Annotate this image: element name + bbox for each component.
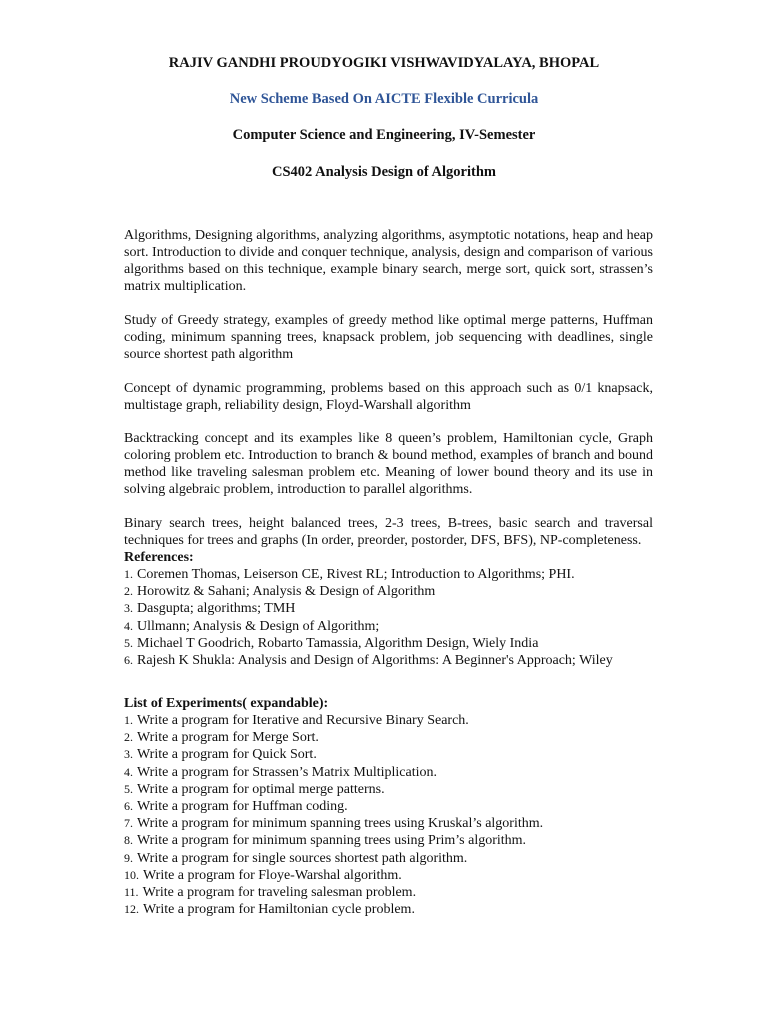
- university-title: RAJIV GANDHI PROUDYOGIKI VISHWAVIDYALAYA, BHOPAL: [168, 55, 600, 71]
- syllabus-unit-4: Backtracking concept and its examples like 8 queen’s problem, Hamiltonian cycle, Graph coloring problem etc. Introduction to branch & bound method, examples of branch and bound method like traveling salesman problem etc. Meaning of lower bound theory and its use in solving algebraic problem, introduction to parallel algorithms.: [124, 431, 653, 497]
- experiment-number: 1.: [124, 713, 133, 727]
- experiment-text: Write a program for Quick Sort.: [137, 747, 317, 763]
- reference-text: Dasgupta; algorithms; TMH: [137, 601, 296, 617]
- experiment-text: Write a program for Iterative and Recursive Binary Search.: [137, 713, 469, 728]
- experiments-section: [124, 695, 664, 918]
- experiment-text: Write a program for minimum spanning trees using Kruskal’s algorithm.: [137, 816, 544, 832]
- syllabus-unit-3: Concept of dynamic programming, problems based on this approach such as 0/1 knapsack, multistage graph, reliability design, Floyd-Warshall algorithm: [124, 381, 653, 413]
- experiment-number: 5.: [124, 781, 133, 796]
- reference-number: 5.: [124, 635, 133, 650]
- experiment-item: [124, 867, 664, 884]
- reference-number: 4.: [124, 618, 133, 633]
- experiment-item: [124, 764, 664, 781]
- reference-text: Ullmann; Analysis & Design of Algorithm;: [137, 618, 380, 634]
- course-title: CS402 Analysis Design of Algorithm: [272, 164, 496, 180]
- experiment-item: [124, 712, 664, 729]
- experiment-number: 6.: [124, 799, 133, 814]
- experiment-text: Write a program for optimal merge patterns.: [137, 781, 385, 797]
- experiment-item: [124, 850, 664, 867]
- reference-number: 6.: [124, 653, 133, 668]
- experiment-item: [124, 746, 664, 763]
- reference-item: [124, 618, 664, 635]
- experiment-item: [124, 884, 664, 901]
- experiment-number: 2.: [124, 730, 133, 745]
- references-list: [124, 566, 664, 669]
- reference-number: 1.: [124, 567, 133, 581]
- scheme-subtitle: New Scheme Based On AICTE Flexible Curricula: [229, 91, 539, 107]
- reference-text: Rajesh K Shukla: Analysis and Design of Algorithms: A Beginner's Approach; Wiley: [137, 653, 613, 669]
- experiment-text: Write a program for traveling salesman problem.: [142, 885, 417, 901]
- syllabus-unit-5: Binary search trees, height balanced trees, 2-3 trees, B-trees, basic search and traversal techniques for trees and graphs (In order, preorder, postorder, DFS, BFS), NP-completeness.: [124, 516, 653, 548]
- reference-item: [124, 583, 664, 600]
- experiments-list: [124, 712, 664, 918]
- experiment-item: [124, 901, 664, 918]
- reference-number: 3.: [124, 601, 133, 616]
- experiment-text: Write a program for single sources shortest path algorithm.: [137, 850, 468, 866]
- reference-item: [124, 652, 664, 669]
- experiment-item: [124, 832, 664, 849]
- experiment-text: Write a program for Huffman coding.: [137, 799, 348, 815]
- experiment-text: Write a program for Merge Sort.: [137, 730, 319, 746]
- reference-text: Horowitz & Sahani; Analysis & Design of Algorithm: [137, 584, 436, 600]
- experiment-number: 7.: [124, 816, 133, 831]
- experiment-item: [124, 798, 664, 815]
- reference-item: [124, 566, 664, 583]
- reference-number: 2.: [124, 584, 133, 599]
- syllabus-unit-2: Study of Greedy strategy, examples of greedy method like optimal merge patterns, Huffman coding, minimum spanning trees, knapsack problem, job sequencing with deadlines, single source shortest path algorithm: [124, 313, 653, 362]
- reference-text: Michael T Goodrich, Robarto Tamassia, Algorithm Design, Wiely India: [137, 635, 539, 651]
- reference-item: [124, 635, 664, 652]
- experiment-number: 9.: [124, 850, 133, 865]
- experiments-heading: List of Experiments( expandable):: [124, 696, 329, 711]
- experiment-number: 10.: [124, 867, 139, 882]
- references-section: [124, 549, 664, 669]
- experiment-text: Write a program for Floye-Warshal algorithm.: [143, 867, 402, 883]
- references-heading: References:: [124, 550, 194, 565]
- experiment-text: Write a program for Hamiltonian cycle problem.: [143, 902, 415, 918]
- experiment-item: [124, 815, 664, 832]
- experiment-number: 12.: [124, 902, 139, 917]
- experiment-number: 4.: [124, 764, 133, 779]
- experiment-number: 11.: [124, 885, 139, 900]
- experiment-item: [124, 781, 664, 798]
- experiment-number: 8.: [124, 833, 133, 848]
- reference-item: [124, 600, 664, 617]
- reference-text: Coremen Thomas, Leiserson CE, Rivest RL; Introduction to Algorithms; PHI.: [137, 567, 575, 582]
- experiment-number: 3.: [124, 747, 133, 762]
- experiment-text: Write a program for Strassen’s Matrix Multiplication.: [137, 764, 437, 780]
- syllabus-unit-1: Algorithms, Designing algorithms, analyzing algorithms, asymptotic notations, heap and heap sort. Introduction to divide and conquer technique, analysis, design and comparison of various algorithms based on this technique, example binary search, merge sort, quick sort, strassen’s matrix multiplication.: [124, 228, 653, 294]
- experiment-text: Write a program for minimum spanning trees using Prim’s algorithm.: [137, 833, 527, 849]
- branch-semester: Computer Science and Engineering, IV-Semester: [232, 127, 536, 143]
- experiment-item: [124, 729, 664, 746]
